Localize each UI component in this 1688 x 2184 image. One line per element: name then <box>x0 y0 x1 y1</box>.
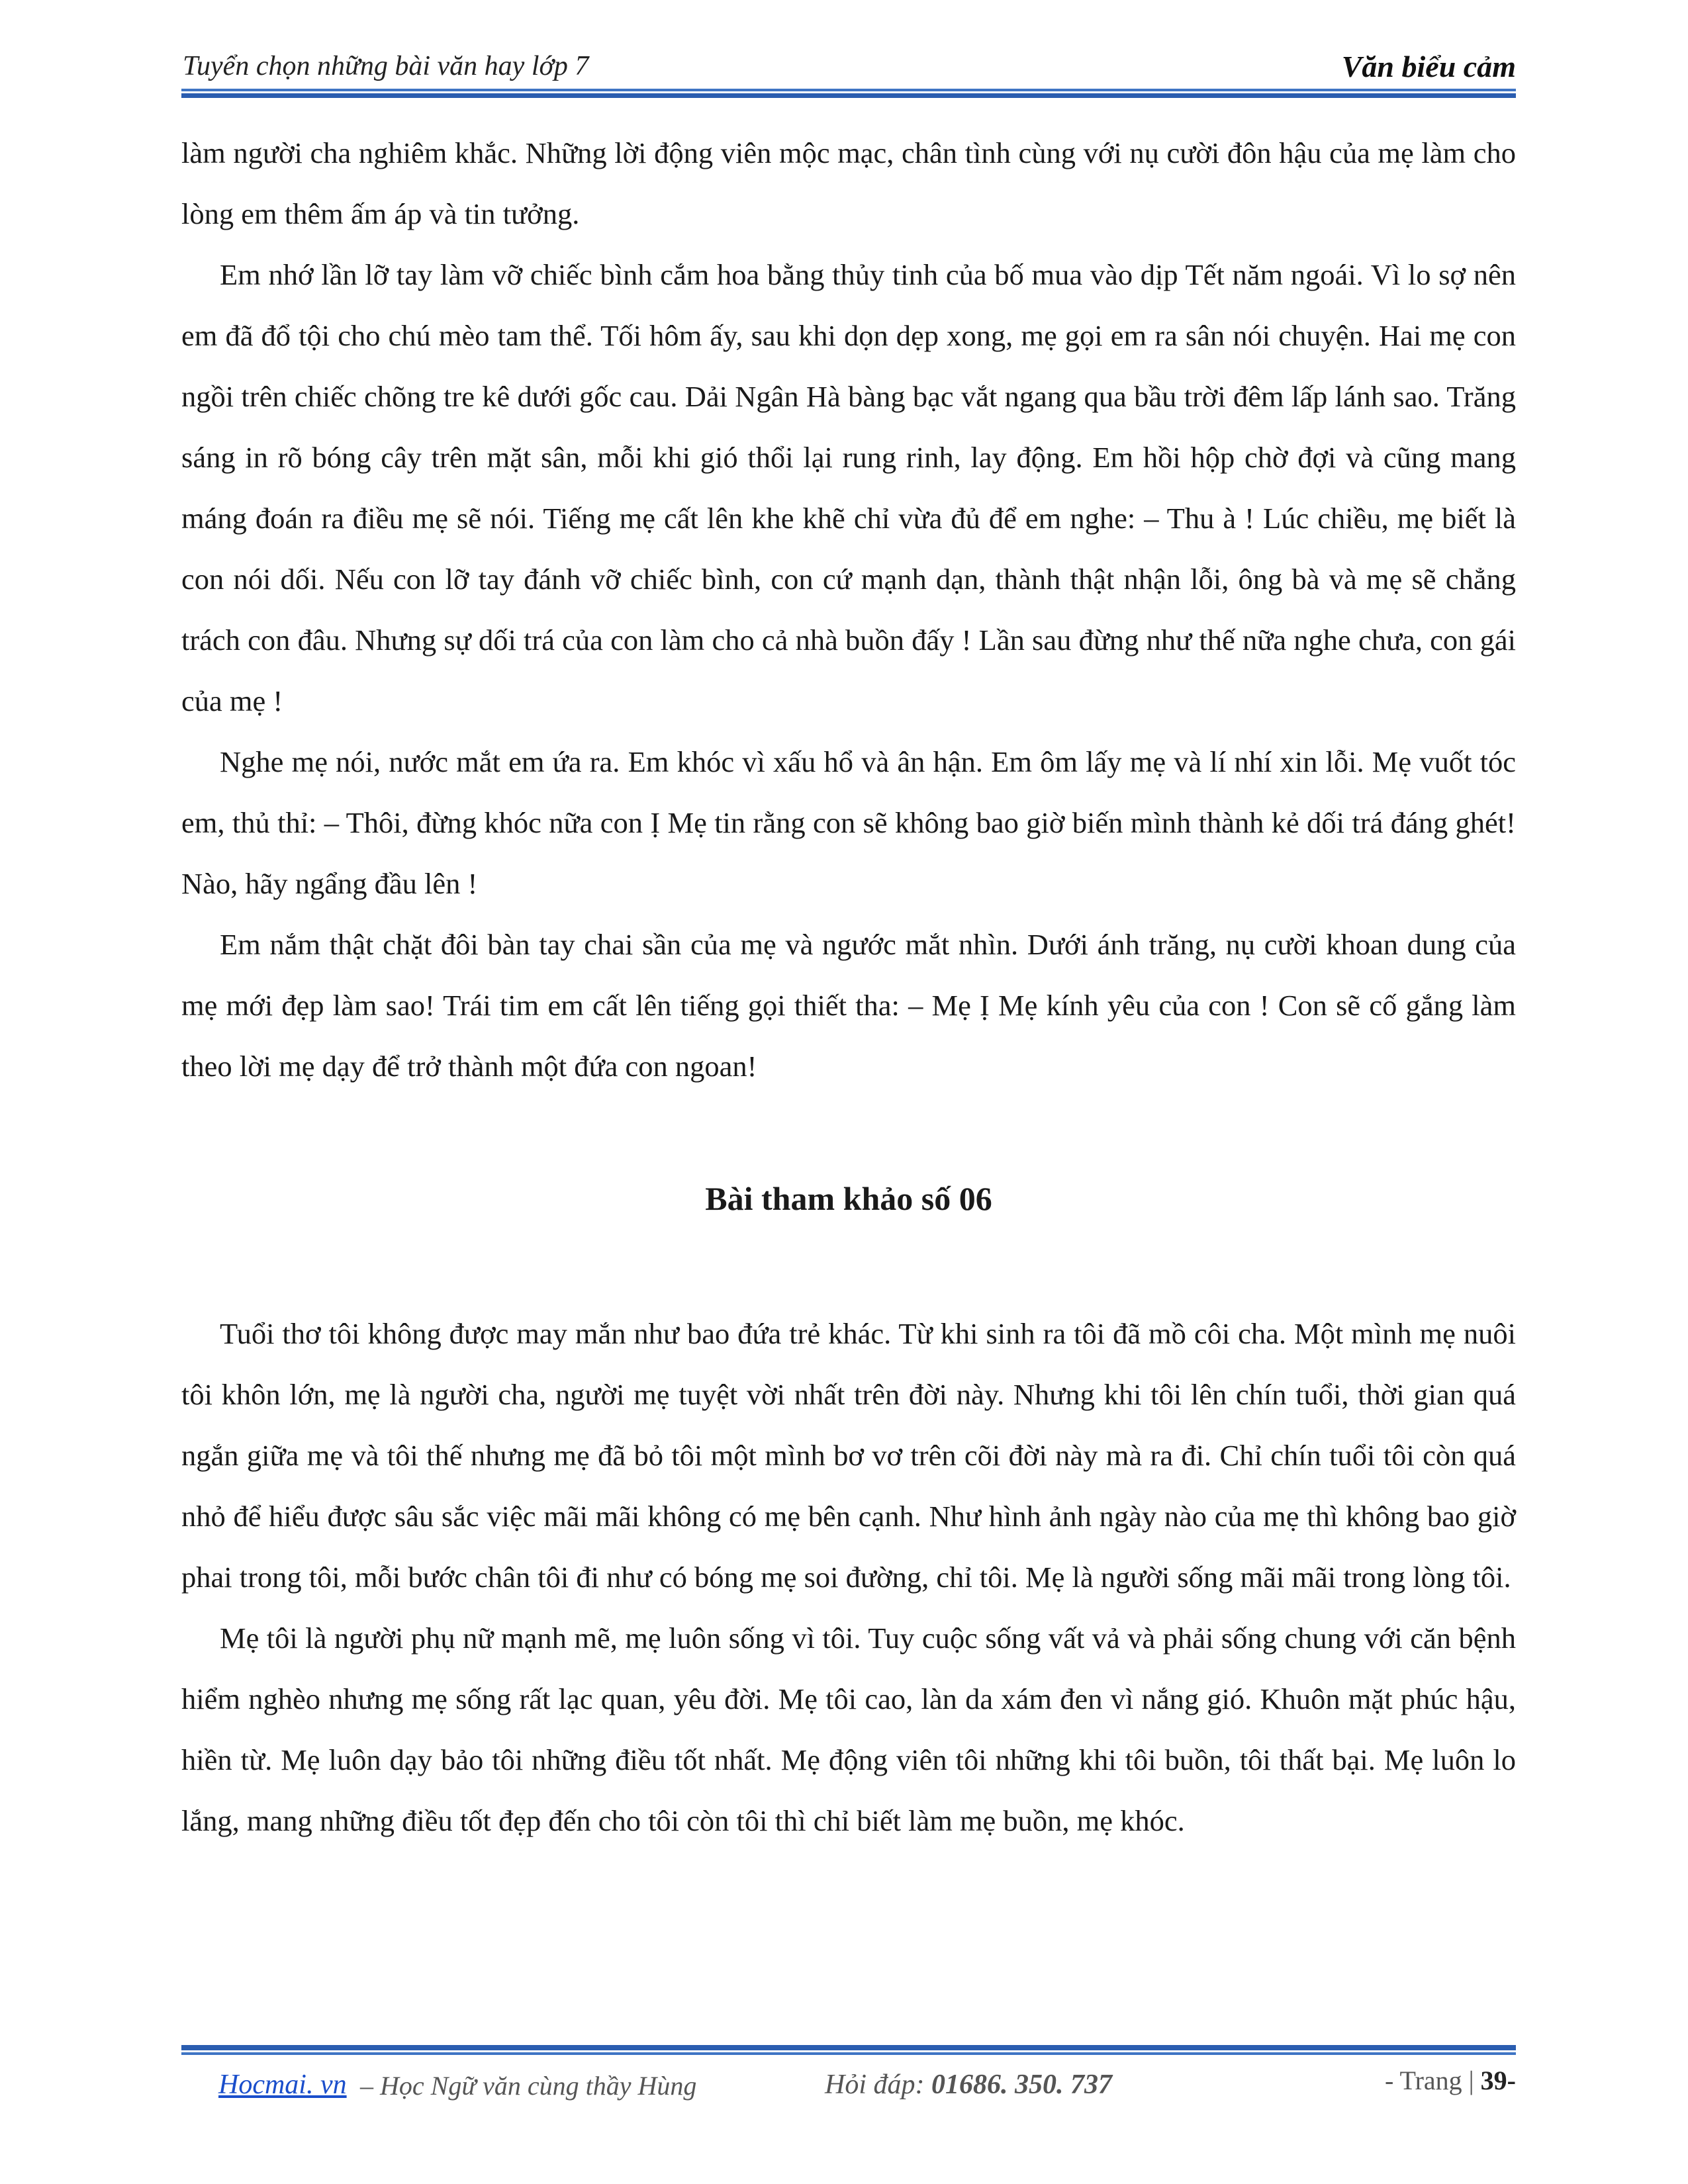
paragraph: làm người cha nghiêm khắc. Những lời động viên mộc mạc, chân tình cùng với nụ cười đôn hậu của mẹ làm cho lòng em thêm ấm áp và tin tưởng. <box>181 136 1516 230</box>
page-footer <box>181 2066 1516 2109</box>
footer-divider <box>181 2045 1516 2056</box>
section-title: Bài tham khảo số 06 <box>705 1180 992 1217</box>
header-divider <box>181 89 1516 98</box>
paragraph: Em nắm thật chặt đôi bàn tay chai sần của mẹ và ngước mắt nhìn. Dưới ánh trăng, nụ cười khoan dung của mẹ mới đẹp làm sao! Trái tim em cất lên tiếng gọi thiết tha: – Mẹ Ị Mẹ kính yêu của con ! Con sẽ cố gắng làm theo lời mẹ dạy để trở thành một đứa con ngoan! <box>181 928 1516 1083</box>
footer-phone: 01686. 350. 737 <box>931 2070 1112 2100</box>
document-body <box>181 122 1516 1851</box>
header-book-title: Tuyển chọn những bài văn hay lớp 7 <box>183 51 589 81</box>
paragraph: Nghe mẹ nói, nước mắt em ứa ra. Em khóc vì xấu hổ và ân hận. Em ôm lấy mẹ và lí nhí xin lỗi. Mẹ vuốt tóc em, thủ thỉ: – Thôi, đừng khóc nữa con Ị Mẹ tin rằng con sẽ không bao giờ biến mình thành kẻ dối trá đáng ghét! Nào, hãy ngẩng đầu lên ! <box>181 745 1516 900</box>
footer-divider-thick <box>181 2045 1516 2050</box>
header-divider-thin <box>181 89 1516 91</box>
header-section-title: Văn biểu cảm <box>1341 50 1516 83</box>
footer-contact <box>825 2069 1112 2101</box>
page-label: - Trang | <box>1384 2066 1481 2095</box>
footer-tagline: – Học Ngữ văn cùng thầy Hùng <box>360 2071 697 2101</box>
paragraph: Tuổi thơ tôi không được may mắn như bao đứa trẻ khác. Từ khi sinh ra tôi đã mồ côi cha. Một mình mẹ nuôi tôi khôn lớn, mẹ là người cha, người mẹ tuyệt vời nhất trên đời này. Nhưng khi tôi lên chín tuổi, thời gian quá ngắn giữa mẹ và tôi thế nhưng mẹ đã bỏ tôi một mình bơ vơ trên cõi đời này mà ra đi. Chỉ chín tuổi tôi còn quá nhỏ để hiểu được sâu sắc việc mãi mãi không có mẹ bên cạnh. Như hình ảnh ngày nào của mẹ thì không bao giờ phai trong tôi, mỗi bước chân tôi đi như có bóng mẹ soi đường, chỉ tôi. Mẹ là người sống mãi mãi trong lòng tôi. <box>181 1317 1516 1594</box>
paragraph: Mẹ tôi là người phụ nữ mạnh mẽ, mẹ luôn sống vì tôi. Tuy cuộc sống vất vả và phải sống chung với căn bệnh hiểm nghèo nhưng mẹ sống rất lạc quan, yêu đời. Mẹ tôi cao, làn da xám đen vì nắng gió. Khuôn mặt phúc hậu, hiền từ. Mẹ luôn dạy bảo tôi những điều tốt nhất. Mẹ động viên tôi những khi tôi buồn, tôi thất bại. Mẹ luôn lo lắng, mang những điều tốt đẹp đến cho tôi còn tôi thì chỉ biết làm mẹ buồn, mẹ khóc. <box>181 1621 1516 1837</box>
paragraph: Em nhớ lần lỡ tay làm vỡ chiếc bình cắm hoa bằng thủy tinh của bố mua vào dịp Tết năm ngoái. Vì lo sợ nên em đã đổ tội cho chú mèo tam thể. Tối hôm ấy, sau khi dọn dẹp xong, mẹ gọi em ra sân nói chuyện. Hai mẹ con ngồi trên chiếc chõng tre kê dưới gốc cau. Dải Ngân Hà bàng bạc vắt ngang qua bầu trời đêm lấp lánh sao. Trăng sáng in rõ bóng cây trên mặt sân, mỗi khi gió thổi lại rung rinh, lay động. Em hồi hộp chờ đợi và cũng mang máng đoán ra điều mẹ sẽ nói. Tiếng mẹ cất lên khe khẽ chỉ vừa đủ để em nghe: – Thu à ! Lúc chiều, mẹ biết là con nói dối. Nếu con lỡ tay đánh vỡ chiếc bình, con cứ mạnh dạn, thành thật nhận lỗi, ông bà và mẹ sẽ chẳng trách con đâu. Nhưng sự dối trá của con làm cho cả nhà buồn đấy ! Lần sau đừng như thế nữa nghe chưa, con gái của mẹ ! <box>181 258 1516 717</box>
page-header <box>181 46 1516 93</box>
page-number-value: 39- <box>1480 2066 1516 2095</box>
footer-help-label: Hỏi đáp: <box>825 2070 931 2100</box>
footer-divider-thin <box>181 2052 1516 2055</box>
page-number <box>1385 2065 1516 2096</box>
footer-site-link[interactable]: Hocmai. vn <box>218 2070 347 2100</box>
header-divider-thick <box>181 93 1516 98</box>
